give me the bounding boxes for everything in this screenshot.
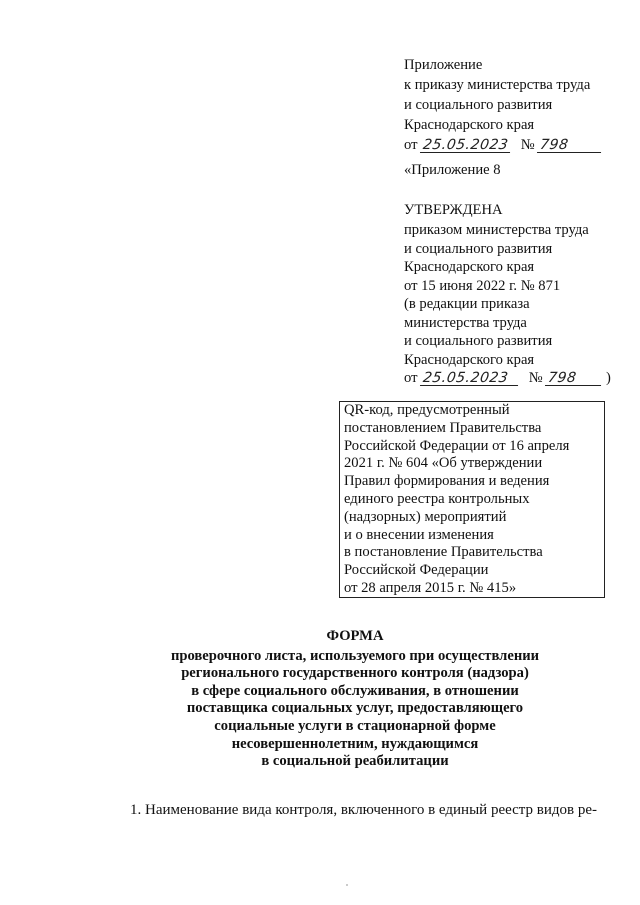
form-title-line: несовершеннолетним, нуждающимся	[231, 735, 479, 752]
approval-date-line	[404, 368, 611, 388]
approval-line: Краснодарского края	[404, 351, 535, 368]
date-prefix: от	[404, 370, 418, 386]
appendix-ref: «Приложение 8	[404, 162, 501, 178]
qr-note-line: Российской Федерации	[344, 562, 489, 579]
number-sign: №	[528, 370, 543, 386]
approval-line: и социального развития	[404, 240, 553, 257]
closing-paren: )	[606, 370, 611, 386]
appendix-date-line	[404, 135, 602, 155]
form-title-line: социальные услуги в стационарной форме	[214, 717, 496, 734]
appendix-line: Краснодарского края	[404, 117, 535, 133]
form-title-line: в социальной реабилитации	[261, 753, 449, 770]
approval-line: приказом министерства труда	[404, 222, 589, 238]
approved-label: УТВЕРЖДЕНА	[404, 202, 503, 218]
appendix-line: к приказу министерства труда	[404, 77, 591, 93]
approval-line: министерства труда	[404, 314, 527, 331]
qr-note-line: и о внесении изменения	[344, 526, 494, 543]
qr-note-line: единого реестра контрольных	[344, 490, 530, 507]
approval-line: (в редакции приказа	[404, 296, 530, 312]
appendix-header	[404, 55, 602, 155]
qr-note-line: (надзорных) мероприятий	[344, 508, 507, 525]
approval-line: Краснодарского края	[404, 259, 535, 275]
form-title-line: проверочного листа, используемого при осуществлении	[170, 647, 540, 664]
form-title-line: в сфере социального обслуживания, в отношении	[191, 682, 519, 699]
handwritten-date: 25.05.2023	[420, 138, 512, 153]
number-sign: №	[520, 137, 535, 153]
qr-note-line: 2021 г. № 604 «Об утверждении	[344, 455, 543, 472]
qr-note-line: постановлением Правительства	[344, 419, 542, 436]
form-heading: ФОРМА	[326, 628, 384, 644]
form-title-line: регионального государственного контроля (надзора)	[181, 665, 529, 682]
approval-line: от 15 июня 2022 г. № 871	[404, 277, 561, 294]
handwritten-date: 25.05.2023	[420, 371, 520, 386]
qr-note-line: Российской Федерации от 16 апреля	[344, 437, 570, 454]
appendix-line: и социального развития	[404, 97, 553, 113]
scan-speck	[346, 884, 348, 886]
form-title-line: поставщика социальных услуг, предоставляющего	[186, 700, 524, 717]
qr-code-note-box	[339, 401, 605, 598]
handwritten-number: 798	[545, 371, 603, 386]
approval-line: и социального развития	[404, 333, 553, 349]
approval-block	[404, 160, 611, 388]
form-title	[120, 628, 590, 771]
date-prefix: от	[404, 137, 418, 153]
handwritten-number: 798	[537, 138, 603, 153]
qr-note-line: от 28 апреля 2015 г. № 415»	[344, 579, 517, 596]
body-item-1: 1. Наименование вида контроля, включенного в единый реестр видов ре-	[130, 802, 597, 818]
qr-note-line: в постановление Правительства	[344, 544, 543, 561]
qr-note-line: QR-код, предусмотренный	[344, 402, 510, 418]
qr-note-line: Правил формирования и ведения	[344, 473, 550, 490]
spacer	[404, 180, 611, 200]
appendix-line: Приложение	[404, 57, 483, 73]
